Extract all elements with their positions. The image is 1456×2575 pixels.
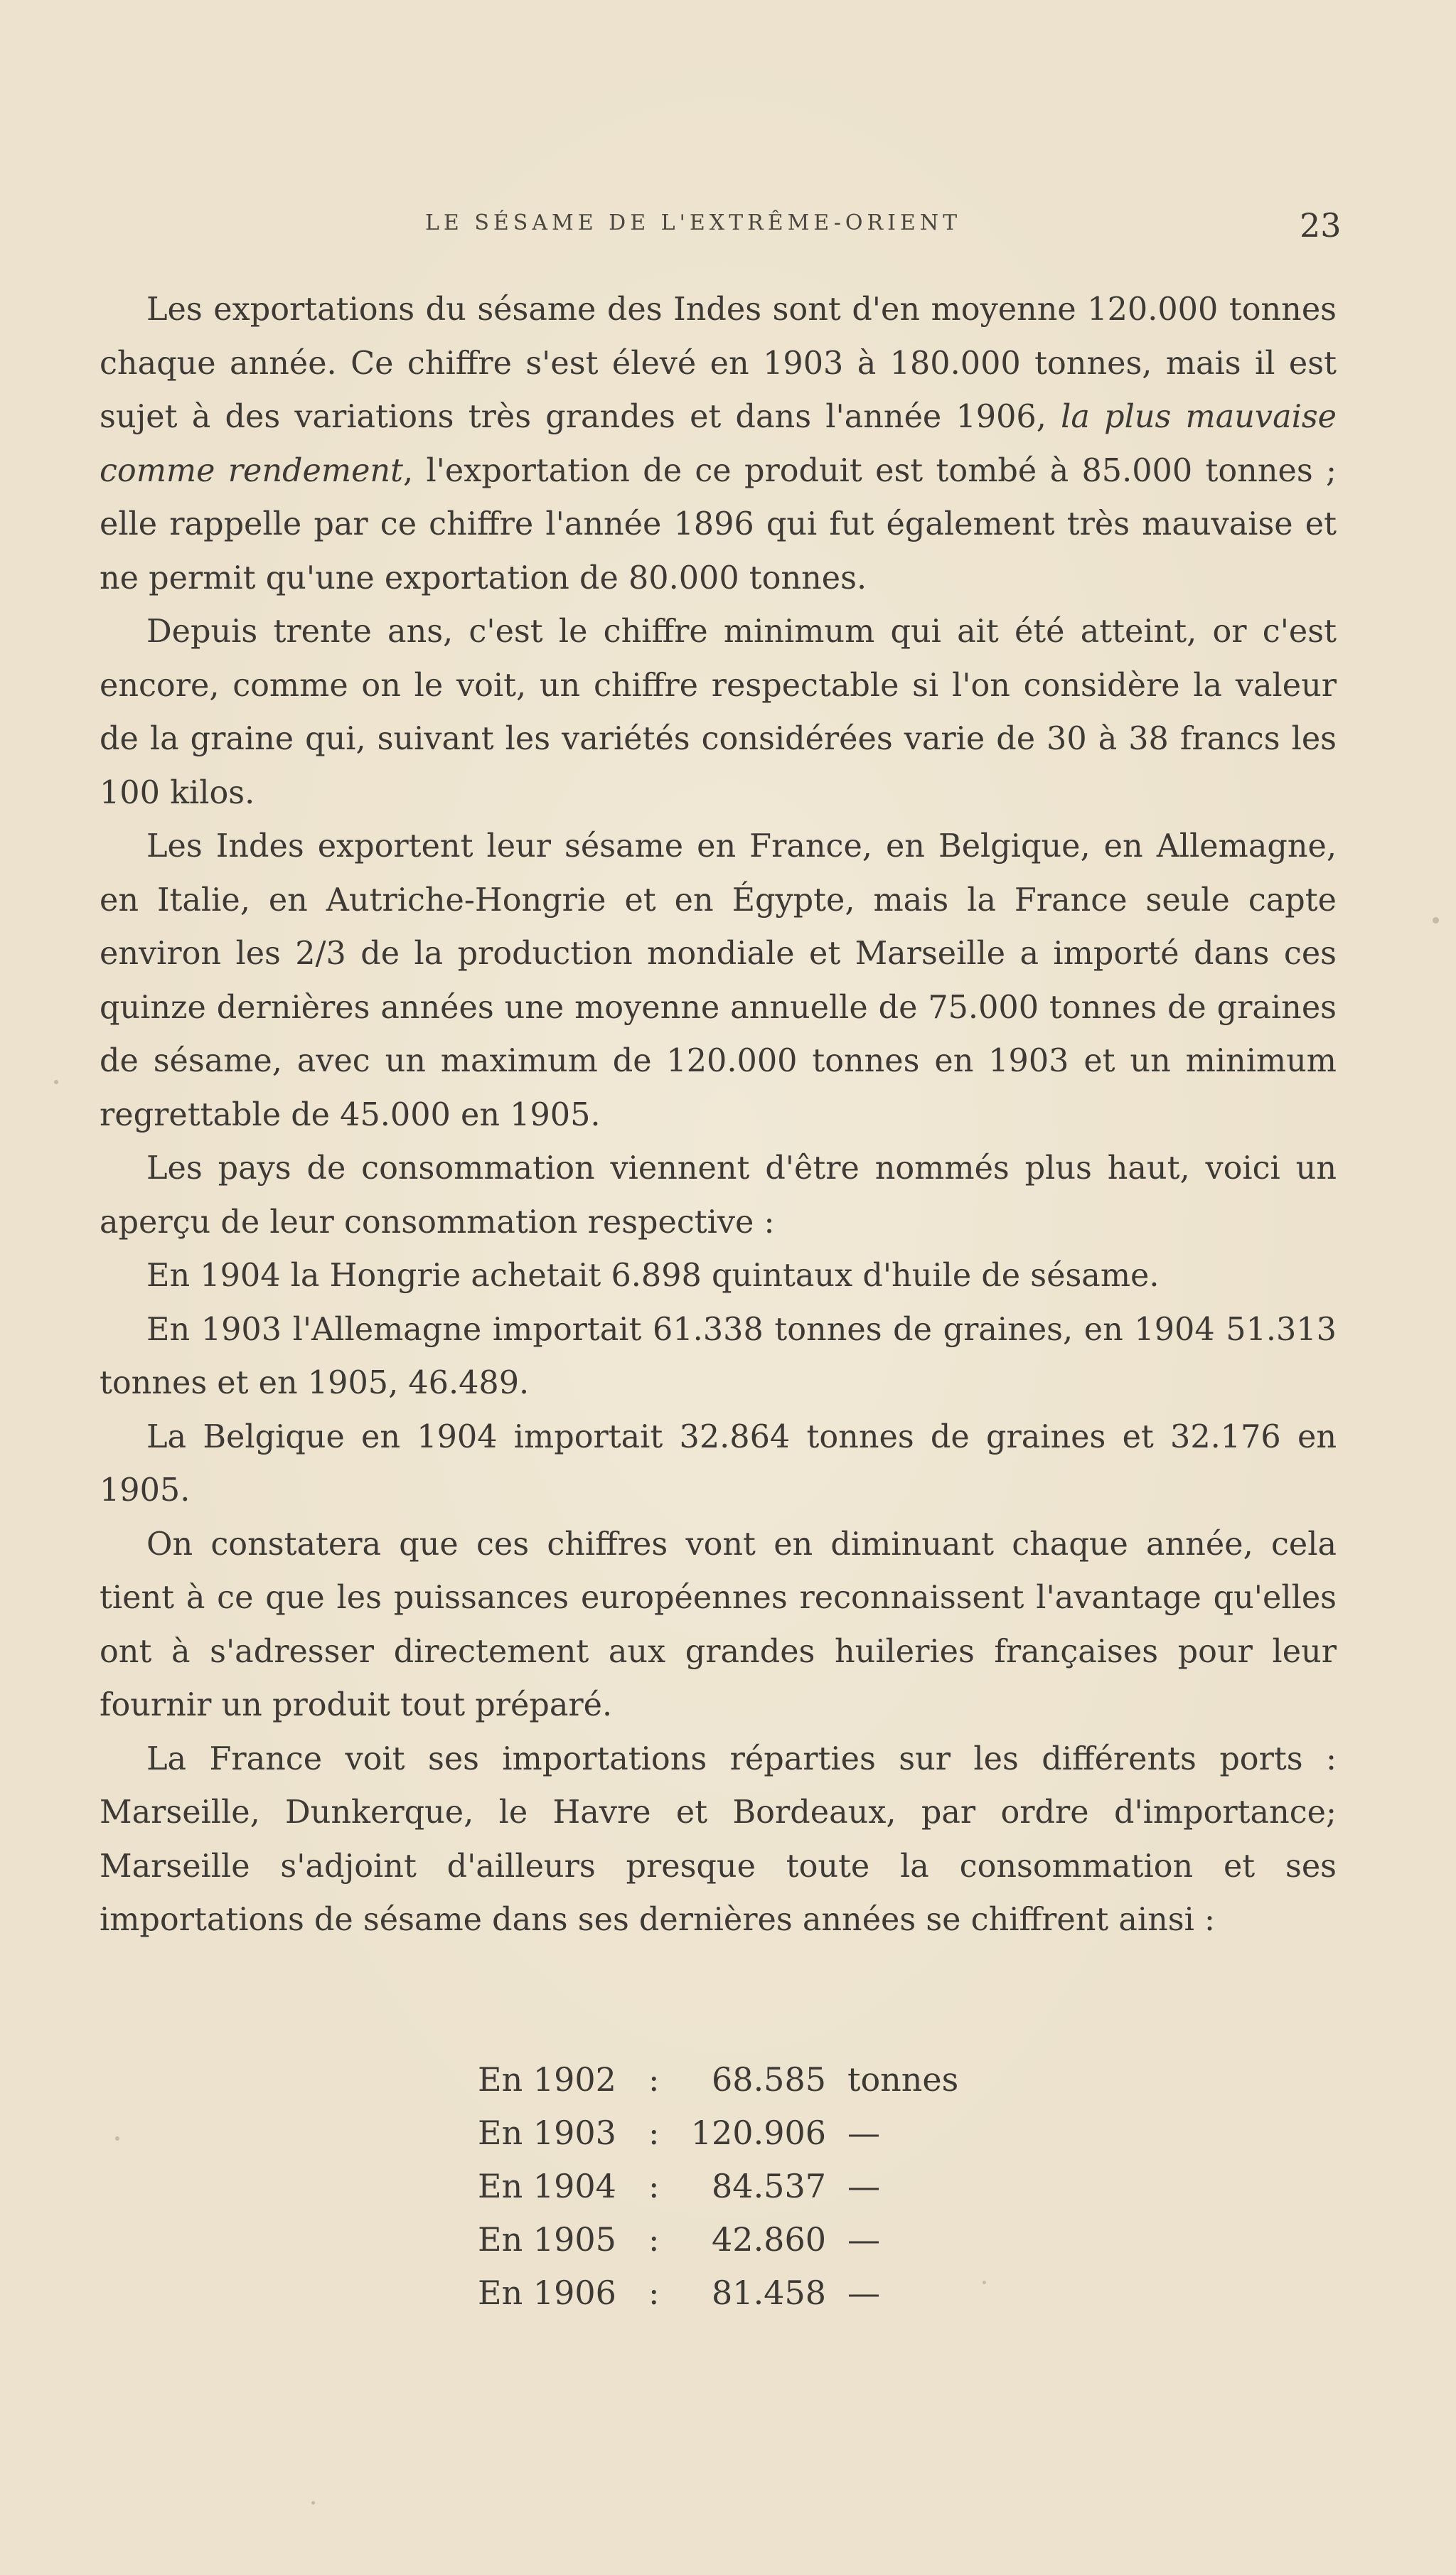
paragraph-france-ports: La France voit ses importations réparties sur les différents ports : Marseille, Dunkerque, le Havre et Bordeaux, par ordre d'importance; Marseille s'adjoint d'ailleurs presque toute la consommation et ses importations de sésame dans ses dernières années se chiffrent ainsi : xyxy=(100,1740,1337,1938)
paper-speck xyxy=(54,1080,58,1084)
italic-phrase: la plus mauvaise comme rendement xyxy=(100,399,1337,489)
year-cell: En 1905 xyxy=(478,2220,616,2259)
unit-cell: tonnes xyxy=(847,2060,959,2099)
paragraph-decline: On constatera que ces chiffres vont en diminuant chaque année, cela tient à ce que les puissances européennes reconnaissent l'avantage qu'elles ont à s'adresser directement aux grandes huileries françaises pour leur fournir un produit tout préparé. xyxy=(100,1526,1337,1723)
value-cell: 120.906 xyxy=(690,2114,826,2152)
body-text xyxy=(100,283,1337,1947)
value-cell: 68.585 xyxy=(712,2060,826,2099)
paragraph-segment: , l'exportation de ce produit est tombé à 85.000 tonnes ; elle rappelle par ce chiffre l'année 1896 qui fut également très mauvaise et ne permit qu'une exportation de 80.000 tonnes. xyxy=(100,452,1337,596)
paragraph-hungary: En 1904 la Hongrie achetait 6.898 quintaux d'huile de sésame. xyxy=(146,1258,1160,1294)
unit-cell: — xyxy=(847,2167,880,2205)
running-head xyxy=(0,206,1456,246)
year-cell: En 1903 xyxy=(478,2114,616,2152)
paragraph-exports-india xyxy=(100,283,1337,605)
colon-cell: : xyxy=(648,2274,660,2312)
unit-cell: — xyxy=(847,2274,880,2312)
paragraph-belgium: La Belgique en 1904 importait 32.864 tonnes de graines et 32.176 en 1905. xyxy=(100,1418,1337,1509)
year-cell: En 1902 xyxy=(478,2060,616,2099)
page-number: 23 xyxy=(1300,206,1342,245)
paragraph-germany: En 1903 l'Allemagne importait 61.338 tonnes de graines, en 1904 51.313 tonnes et en 1905, 46.489. xyxy=(100,1311,1337,1401)
paragraph-destinations: Les Indes exportent leur sésame en France, en Belgique, en Allemagne, en Italie, en Autriche-Hongrie et en Égypte, mais la France seule capte environ les 2/3 de la production mondiale et Marseille a importé dans ces quinze dernières années une moyenne annuelle de 75.000 tonnes de graines de sésame, avec un maximum de 120.000 tonnes en 1903 et un minimum regrettable de 45.000 en 1905. xyxy=(100,828,1337,1133)
paper-speck xyxy=(983,2281,986,2284)
paragraph-consumption-intro: Les pays de consommation viennent d'être nommés plus haut, voici un aperçu de leur consommation respective : xyxy=(100,1150,1337,1241)
paper-speck xyxy=(1433,917,1439,924)
year-cell: En 1906 xyxy=(478,2274,616,2312)
colon-cell: : xyxy=(648,2114,660,2152)
year-cell: En 1904 xyxy=(478,2167,616,2205)
paper-speck xyxy=(115,2136,119,2141)
value-cell: 81.458 xyxy=(712,2274,826,2312)
paragraph-segment: Les exportations du sésame des Indes sont d'en moyenne 120.000 tonnes chaque année. Ce chiffre s'est élevé en 1903 à 180.000 tonnes, mais il est sujet à des variations très grandes et dans l'année 1906, xyxy=(100,291,1337,435)
value-cell: 84.537 xyxy=(712,2167,826,2205)
unit-cell: — xyxy=(847,2220,880,2259)
paragraph-minimum: Depuis trente ans, c'est le chiffre minimum qui ait été atteint, or c'est encore, comme on le voit, un chiffre respectable si l'on considère la valeur de la graine qui, suivant les variétés considérées varie de 30 à 38 francs les 100 kilos. xyxy=(100,614,1337,811)
colon-cell: : xyxy=(648,2220,660,2259)
value-cell: 42.860 xyxy=(712,2220,826,2259)
colon-cell: : xyxy=(648,2060,660,2099)
running-title: LE SÉSAME DE L'EXTRÊME-ORIENT xyxy=(425,210,962,235)
colon-cell: : xyxy=(648,2167,660,2205)
unit-cell: — xyxy=(847,2114,880,2152)
paper-speck xyxy=(311,2501,315,2505)
